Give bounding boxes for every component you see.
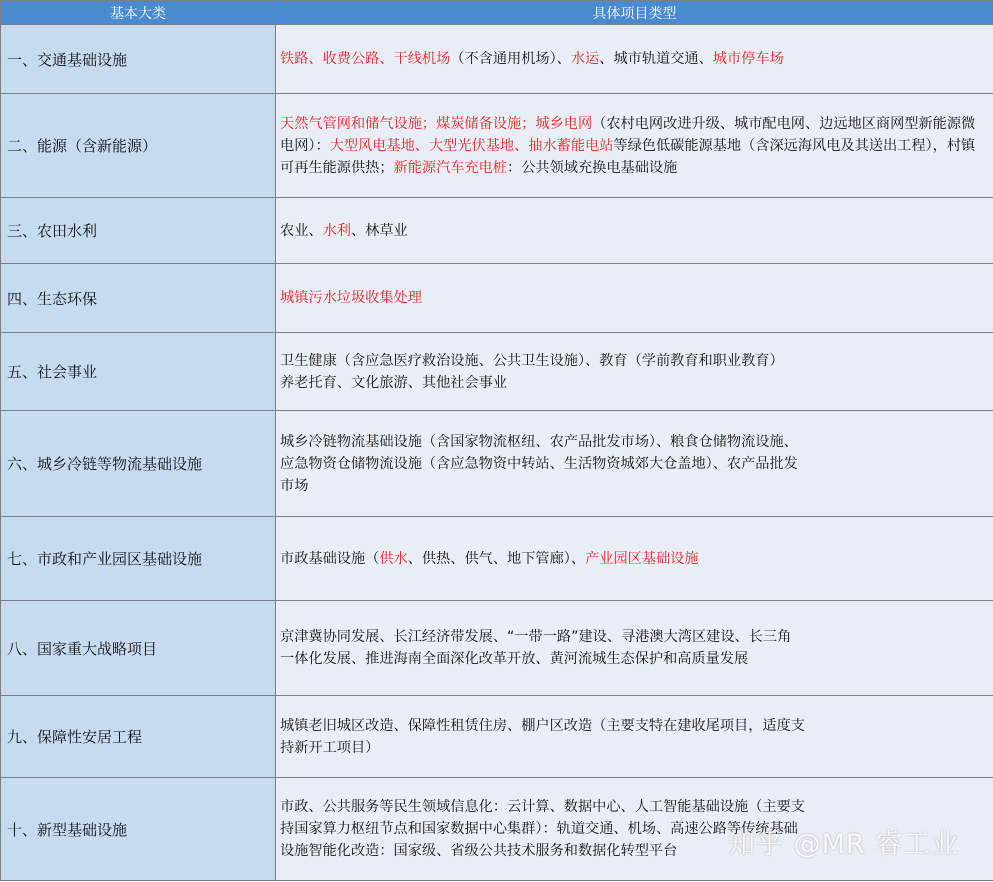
table-row [1, 696, 993, 778]
category-cell: 九、保障性安居工程 [1, 696, 276, 778]
item-text: 、城市轨道交通、 [599, 51, 713, 67]
item-text: ：公共领域充换电基础设施 [507, 159, 678, 176]
table-row [1, 25, 993, 94]
items-cell [276, 94, 993, 198]
highlight-text: 新能源汽车充电桩 [393, 159, 508, 176]
header-row [1, 1, 993, 25]
table-row [1, 333, 993, 411]
table-row [1, 198, 993, 264]
highlight-text: 城市停车场 [712, 51, 784, 67]
highlight-text: 水运 [570, 51, 600, 67]
items-cell [276, 517, 993, 601]
highlight-text: 铁路、收费公路、干线机场 [280, 51, 451, 67]
header-category: 基本大类 [1, 1, 276, 25]
item-text: 一体化发展、推进海南全面深化改革开放、黄河流城生态保护和高质量发展 [280, 651, 749, 667]
item-text: 、供热、供气、地下管廊）、 [407, 550, 586, 567]
items-cell [276, 198, 993, 264]
highlight-text: 大型风电基地、大型光伏基地、抽水蓄能电站 [329, 137, 614, 154]
item-text: （农村电网改进升级、城市配电网、边远地区商网型新能源微电网）： [280, 115, 976, 154]
item-text: 应急物资仓储物流设施（含应急物资中转站、生活物资城郊大仓盖地）、农产品批发 [280, 455, 798, 472]
items-cell [276, 696, 993, 778]
item-text: 城镇老旧城区改造、保障性租赁住房、棚户区改造（主要支特在建收尾项目，适度支 [280, 717, 805, 734]
highlight-text: 天然气管网和储气设施；煤炭储备设施；城乡电网 [280, 115, 593, 132]
category-cell: 十、新型基础设施 [1, 778, 276, 881]
highlight-text: 产业园区基础设施 [585, 550, 699, 567]
table-row [1, 517, 993, 601]
header-project-type: 具体项目类型 [276, 1, 993, 25]
item-text: 持新开工项目） [280, 739, 380, 756]
item-text: 城乡冷链物流基础设施（含国家物流枢纽、农产品批发市场）、粮食仓储物流设施、 [280, 433, 798, 450]
item-text: 农业、 [280, 222, 323, 239]
category-cell: 五、社会事业 [1, 333, 276, 411]
item-text: 市政基础设施（ [280, 550, 380, 567]
items-cell [276, 25, 993, 94]
item-text: 设施智能化改造：国家级、省级公共技术服务和数据化转型平台 [280, 843, 678, 859]
highlight-text: 城镇污水垃圾收集处理 [280, 290, 422, 306]
item-text: 市场 [280, 477, 309, 494]
item-text: 等绿色低碳能源基地（含深远海风电及其送出工程），村镇可再生能源供热； [280, 137, 976, 176]
table-row [1, 601, 993, 696]
items-cell [276, 333, 993, 411]
category-cell: 二、能源（含新能源） [1, 94, 276, 198]
category-cell: 七、市政和产业园区基础设施 [1, 517, 276, 601]
item-text: 京津冀协同发展、长江经济带发展、“一带一路”建设、寻港澳大湾区建设、长三角 [280, 629, 792, 645]
category-cell: 八、国家重大战略项目 [1, 601, 276, 696]
item-text: 持国家算力枢纽节点和国家数据中心集群）：轨道交通、机场、高速公路等传统基础 [280, 821, 798, 837]
item-text: 、林草业 [350, 222, 408, 239]
table-row [1, 264, 993, 333]
item-text: 卫生健康（含应急医疗救治设施、公共卫生设施）、教育（学前教育和职业教育） [280, 352, 784, 369]
items-cell [276, 264, 993, 333]
table-row [1, 411, 993, 517]
items-cell [276, 601, 993, 696]
category-cell: 四、生态环保 [1, 264, 276, 333]
category-cell: 六、城乡冷链等物流基础设施 [1, 411, 276, 517]
highlight-text: 水利 [322, 222, 351, 239]
item-text: 市政、公共服务等民生领域信息化：云计算、数据中心、人工智能基础设施（主要支 [280, 799, 805, 815]
table-row [1, 94, 993, 198]
category-cell: 一、交通基础设施 [1, 25, 276, 94]
item-text: （不含通用机场）、 [450, 51, 571, 67]
items-cell [276, 411, 993, 517]
watermark: 知乎 @MR 睿工业 [728, 829, 960, 860]
highlight-text: 供水 [379, 550, 408, 567]
item-text: 养老托育、文化旅游、其他社会事业 [280, 374, 508, 391]
category-cell: 三、农田水利 [1, 198, 276, 264]
